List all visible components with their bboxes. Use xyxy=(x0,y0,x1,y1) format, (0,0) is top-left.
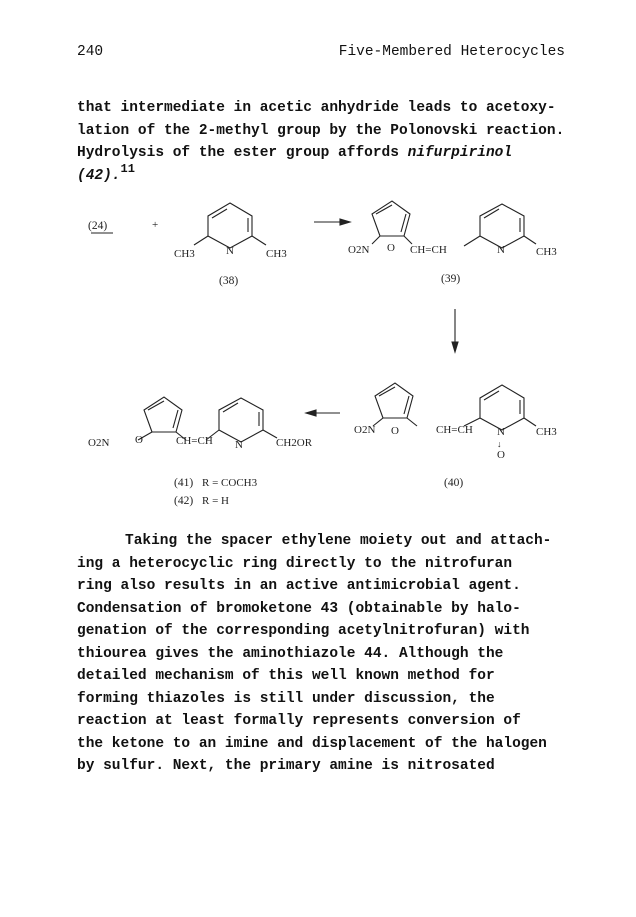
running-title: Five-Membered Heterocycles xyxy=(338,44,565,60)
compound-label: (42) xyxy=(174,495,194,507)
ch2or-label: CH2OR xyxy=(276,437,313,449)
reaction-arrow xyxy=(306,410,340,416)
n-label: N xyxy=(226,245,234,257)
text-line: ing a heterocyclic ring directly to the nitrofuran xyxy=(77,555,513,572)
n-label: N xyxy=(497,244,505,256)
substituent-label: R = COCH3 xyxy=(202,477,258,489)
paragraph-2 xyxy=(77,530,597,778)
compound-41-42 xyxy=(88,397,313,507)
text-line: reaction at least formally represents conversion of xyxy=(77,713,521,729)
text-line: lation of the 2-methyl group by the Polonovski reaction. xyxy=(77,122,565,139)
text-line: Condensation of bromoketone 43 (obtainable by halo- xyxy=(77,600,521,617)
n-label: N xyxy=(235,439,243,451)
text-line: thiourea gives the aminothiazole 44. Although the xyxy=(77,645,504,662)
plus-sign: + xyxy=(152,219,159,231)
text-line: forming thiazoles is still under discussion, the xyxy=(77,690,495,707)
reaction-arrow xyxy=(452,309,458,352)
compound-39 xyxy=(348,201,557,285)
ch3-label: CH3 xyxy=(536,426,557,438)
compound-label: (41) xyxy=(174,477,194,489)
text-line: genation of the corresponding acetylnitrofuran) with xyxy=(77,623,530,639)
oxide-label: O xyxy=(497,449,505,461)
text-line: Taking the spacer ethylene moiety out and attach- xyxy=(125,533,552,549)
substituent-label: R = H xyxy=(202,495,229,507)
reagent-24-label: (24) xyxy=(88,220,108,232)
citation-ref: 11 xyxy=(120,161,135,176)
compound-40 xyxy=(354,383,557,489)
compound-label: (39) xyxy=(441,273,461,285)
drug-name: nifurpirinol xyxy=(407,145,513,161)
vinyl-label: CH=CH xyxy=(436,424,473,436)
text-line: that intermediate in acetic anhydride leads to acetoxy- xyxy=(77,100,556,116)
text-line: ring also results in an active antimicrobial agent. xyxy=(77,578,521,594)
compound-38 xyxy=(174,203,287,287)
o2n-label: O2N xyxy=(348,244,370,256)
text-line: by sulfur. Next, the primary amine is nitrosated xyxy=(77,758,495,774)
o2n-label: O2N xyxy=(354,424,376,436)
text-span: Hydrolysis of the ester group affords xyxy=(77,145,408,161)
o-label: O xyxy=(391,425,399,437)
page-number: 240 xyxy=(77,44,104,60)
ch3-label: CH3 xyxy=(266,248,287,260)
compound-ref: (42). xyxy=(77,167,121,184)
ch3-label: CH3 xyxy=(536,246,557,258)
compound-label: (38) xyxy=(219,275,239,287)
reaction-arrow xyxy=(314,219,350,225)
o2n-label: O2N xyxy=(88,437,110,449)
ch3-label: CH3 xyxy=(174,248,195,260)
text-line: detailed mechanism of this well known method for xyxy=(77,668,495,684)
o-label: O xyxy=(387,242,395,254)
text-line: the ketone to an imine and displacement of the halogen xyxy=(77,735,547,752)
n-label: N xyxy=(497,426,505,438)
vinyl-label: CH=CH xyxy=(410,244,447,256)
compound-label: (40) xyxy=(444,477,464,489)
o-label: O xyxy=(135,434,143,446)
n-oxide-arrow: ↓ xyxy=(497,439,502,449)
vinyl-label: CH=CH xyxy=(176,435,213,447)
